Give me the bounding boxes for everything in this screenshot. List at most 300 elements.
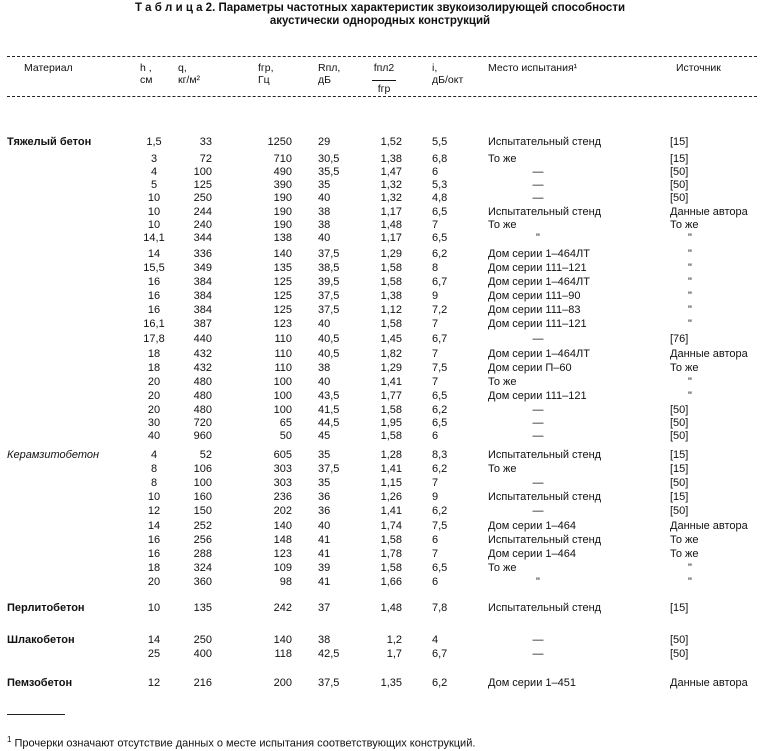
slope-cell: 6 xyxy=(432,576,439,588)
material-cell: Шлакобетон xyxy=(7,634,75,646)
thickness-cell: 25 xyxy=(147,648,161,660)
plateau-level-cell: 37,5 xyxy=(318,677,340,689)
surface-density-cell: 100 xyxy=(193,166,212,178)
slope-cell: 6 xyxy=(432,534,439,546)
source-cell: " xyxy=(688,232,692,244)
critical-frequency-cell: 135 xyxy=(273,262,292,274)
critical-frequency-cell: 303 xyxy=(273,463,292,475)
table-row xyxy=(0,318,760,331)
frequency-ratio-cell: 1,78 xyxy=(380,548,402,560)
test-place-cell: То же xyxy=(488,463,517,475)
source-cell: [15] xyxy=(670,491,689,503)
critical-frequency-cell: 123 xyxy=(273,548,292,560)
header-h-label: h , xyxy=(140,62,152,74)
table-row xyxy=(0,477,760,490)
source-cell: [15] xyxy=(670,136,689,148)
critical-frequency-cell: 50 xyxy=(279,430,292,442)
critical-frequency-cell: 190 xyxy=(273,192,292,204)
plateau-level-cell: 40 xyxy=(318,318,331,330)
test-place-cell: — xyxy=(532,333,544,345)
surface-density-cell: 250 xyxy=(193,192,212,204)
thickness-cell: 14 xyxy=(147,248,161,260)
test-place-cell: Испытательный стенд xyxy=(488,602,602,614)
slope-cell: 7 xyxy=(432,548,439,560)
plateau-level-cell: 37,5 xyxy=(318,290,340,302)
header-i-unit: дБ/окт xyxy=(432,74,464,86)
plateau-level-cell: 38 xyxy=(318,219,331,231)
slope-cell: 6,5 xyxy=(432,232,448,244)
plateau-level-cell: 41 xyxy=(318,548,331,560)
frequency-ratio-cell: 1,17 xyxy=(380,232,402,244)
source-cell: " xyxy=(688,290,692,302)
source-cell: [50] xyxy=(670,192,689,204)
critical-frequency-cell: 100 xyxy=(273,376,292,388)
thickness-cell: 17,8 xyxy=(143,333,165,345)
test-place-cell: Дом серии 111–121 xyxy=(488,390,587,402)
source-cell: [50] xyxy=(670,404,689,416)
slope-cell: 6,5 xyxy=(432,562,448,574)
test-place-cell: — xyxy=(532,192,544,204)
thickness-cell: 10 xyxy=(147,602,161,614)
header-source: Источник xyxy=(676,62,721,74)
plateau-level-cell: 40 xyxy=(318,232,331,244)
slope-cell: 6,2 xyxy=(432,463,448,475)
source-cell: " xyxy=(688,562,692,574)
thickness-cell: 20 xyxy=(147,404,161,416)
surface-density-cell: 52 xyxy=(199,449,212,461)
surface-density-cell: 216 xyxy=(193,677,212,689)
table-row xyxy=(0,304,760,317)
table-row xyxy=(0,404,760,417)
frequency-ratio-cell: 1,38 xyxy=(380,290,402,302)
source-cell: То же xyxy=(670,548,699,560)
plateau-level-cell: 44,5 xyxy=(318,417,340,429)
source-cell: Данные автора xyxy=(670,348,748,360)
plateau-level-cell: 40 xyxy=(318,376,331,388)
critical-frequency-cell: 390 xyxy=(273,179,292,191)
table-row xyxy=(0,430,760,443)
plateau-level-cell: 38 xyxy=(318,362,331,374)
slope-cell: 6,5 xyxy=(432,206,448,218)
frequency-ratio-cell: 1,15 xyxy=(380,477,402,489)
slope-cell: 6,2 xyxy=(432,248,448,260)
surface-density-cell: 440 xyxy=(193,333,212,345)
surface-density-cell: 720 xyxy=(193,417,212,429)
header-material: Материал xyxy=(24,62,73,74)
table-row xyxy=(0,248,760,261)
critical-frequency-cell: 190 xyxy=(273,219,292,231)
critical-frequency-cell: 118 xyxy=(274,648,292,660)
table-row xyxy=(0,206,760,219)
slope-cell: 8 xyxy=(432,262,439,274)
source-cell: " xyxy=(688,376,692,388)
table-row xyxy=(0,505,760,518)
slope-cell: 6,2 xyxy=(432,677,448,689)
critical-frequency-cell: 710 xyxy=(273,153,292,165)
table-row xyxy=(0,348,760,361)
table-row xyxy=(0,634,760,647)
source-cell: [50] xyxy=(670,430,689,442)
source-cell: То же xyxy=(670,534,699,546)
thickness-cell: 16 xyxy=(147,290,161,302)
frequency-ratio-cell: 1,26 xyxy=(380,491,402,503)
surface-density-cell: 250 xyxy=(193,634,212,646)
slope-cell: 6,8 xyxy=(432,153,448,165)
source-cell: [50] xyxy=(670,417,689,429)
critical-frequency-cell: 138 xyxy=(273,232,292,244)
table-row xyxy=(0,463,760,476)
frequency-ratio-cell: 1,12 xyxy=(380,304,402,316)
surface-density-cell: 344 xyxy=(193,232,212,244)
source-cell: [15] xyxy=(670,153,689,165)
thickness-cell: 8 xyxy=(150,463,158,475)
critical-frequency-cell: 100 xyxy=(273,390,292,402)
frequency-ratio-cell: 1,58 xyxy=(380,404,402,416)
test-place-cell: " xyxy=(536,576,540,588)
thickness-cell: 16 xyxy=(147,548,161,560)
surface-density-cell: 480 xyxy=(193,390,212,402)
table-row xyxy=(0,648,760,661)
source-cell: [15] xyxy=(670,463,689,475)
table-row xyxy=(0,290,760,303)
slope-cell: 6,7 xyxy=(432,648,448,660)
table-row xyxy=(0,153,760,166)
critical-frequency-cell: 110 xyxy=(274,348,292,360)
critical-frequency-cell: 140 xyxy=(273,634,292,646)
table-row xyxy=(0,449,760,462)
critical-frequency-cell: 202 xyxy=(273,505,292,517)
thickness-cell: 10 xyxy=(147,491,161,503)
frequency-ratio-cell: 1,7 xyxy=(386,648,402,660)
source-cell: Данные автора xyxy=(670,520,748,532)
table-row xyxy=(0,362,760,375)
table-title: Т а б л и ц а 2. Параметры частотных характеристик звукоизолирующей способности xyxy=(134,2,626,14)
frequency-ratio-cell: 1,66 xyxy=(380,576,402,588)
plateau-level-cell: 37,5 xyxy=(318,463,340,475)
slope-cell: 6,2 xyxy=(432,404,448,416)
source-cell: Данные автора xyxy=(670,206,748,218)
surface-density-cell: 336 xyxy=(193,248,212,260)
frequency-ratio-cell: 1,45 xyxy=(380,333,402,345)
test-place-cell: — xyxy=(532,430,544,442)
slope-cell: 7 xyxy=(432,376,439,388)
frequency-ratio-cell: 1,58 xyxy=(380,276,402,288)
source-cell: " xyxy=(688,276,692,288)
test-place-cell: То же xyxy=(488,376,517,388)
slope-cell: 6,7 xyxy=(432,333,448,345)
surface-density-cell: 349 xyxy=(193,262,212,274)
thickness-cell: 12 xyxy=(147,677,161,689)
thickness-cell: 16,1 xyxy=(143,318,165,330)
plateau-level-cell: 37,5 xyxy=(318,248,340,260)
plateau-level-cell: 35 xyxy=(318,179,331,191)
material-cell: Перлитобетон xyxy=(7,602,85,614)
plateau-level-cell: 41 xyxy=(318,576,331,588)
table-row xyxy=(0,548,760,561)
surface-density-cell: 432 xyxy=(193,362,212,374)
table-row xyxy=(0,417,760,430)
test-place-cell: — xyxy=(532,166,544,178)
critical-frequency-cell: 123 xyxy=(273,318,292,330)
test-place-cell: Дом серии 1–451 xyxy=(488,677,576,689)
critical-frequency-cell: 125 xyxy=(273,290,292,302)
frequency-ratio-cell: 1,74 xyxy=(380,520,402,532)
surface-density-cell: 360 xyxy=(193,576,212,588)
test-place-cell: Дом серии 1–464ЛТ xyxy=(488,276,590,288)
thickness-cell: 4 xyxy=(150,166,158,178)
surface-density-cell: 72 xyxy=(199,153,212,165)
slope-cell: 6 xyxy=(432,430,439,442)
footnote-text: Прочерки означают отсутствие данных о месте испытания соответствующих конструкций. xyxy=(14,737,476,750)
critical-frequency-cell: 100 xyxy=(273,404,292,416)
slope-cell: 7,8 xyxy=(432,602,448,614)
header-fgr-unit: Гц xyxy=(258,74,270,86)
thickness-cell: 12 xyxy=(147,505,161,517)
frequency-ratio-cell: 1,82 xyxy=(380,348,402,360)
frequency-ratio-cell: 1,41 xyxy=(380,463,402,475)
table-row xyxy=(0,576,760,589)
slope-cell: 6,2 xyxy=(432,505,448,517)
surface-density-cell: 324 xyxy=(193,562,212,574)
table-row xyxy=(0,562,760,575)
material-cell: Тяжелый бетон xyxy=(7,136,92,148)
thickness-cell: 16 xyxy=(147,534,161,546)
slope-cell: 6 xyxy=(432,166,439,178)
test-place-cell: — xyxy=(532,648,544,660)
table-row xyxy=(0,602,760,615)
thickness-cell: 4 xyxy=(150,449,158,461)
surface-density-cell: 100 xyxy=(193,477,212,489)
header-q-unit: кг/м² xyxy=(178,74,201,86)
table-row xyxy=(0,534,760,547)
critical-frequency-cell: 303 xyxy=(273,477,292,489)
test-place-cell: Испытательный стенд xyxy=(488,534,602,546)
test-place-cell: Испытательный стенд xyxy=(488,136,602,148)
surface-density-cell: 432 xyxy=(193,348,212,360)
source-cell: [50] xyxy=(670,505,689,517)
plateau-level-cell: 41 xyxy=(318,534,331,546)
plateau-level-cell: 37 xyxy=(318,602,331,614)
surface-density-cell: 33 xyxy=(199,136,212,148)
surface-density-cell: 480 xyxy=(193,376,212,388)
plateau-level-cell: 38,5 xyxy=(318,262,340,274)
thickness-cell: 14,1 xyxy=(143,232,165,244)
critical-frequency-cell: 242 xyxy=(273,602,292,614)
table-row xyxy=(0,219,760,232)
source-cell: Данные автора xyxy=(670,677,748,689)
header-q-label: q, xyxy=(178,62,187,74)
frequency-ratio-cell: 1,17 xyxy=(380,206,402,218)
critical-frequency-cell: 1250 xyxy=(267,136,292,148)
test-place-cell: Испытательный стенд xyxy=(488,491,602,503)
test-place-cell: — xyxy=(532,505,544,517)
frequency-ratio-cell: 1,48 xyxy=(380,602,402,614)
thickness-cell: 20 xyxy=(147,390,161,402)
frequency-ratio-cell: 1,32 xyxy=(380,179,402,191)
table-row xyxy=(0,192,760,205)
slope-cell: 7 xyxy=(432,348,439,360)
surface-density-cell: 125 xyxy=(193,179,212,191)
source-cell: [50] xyxy=(670,166,689,178)
critical-frequency-cell: 125 xyxy=(273,276,292,288)
test-place-cell: Дом серии 111–83 xyxy=(488,304,581,316)
slope-cell: 7 xyxy=(432,219,439,231)
source-cell: [15] xyxy=(670,449,689,461)
plateau-level-cell: 40,5 xyxy=(318,333,340,345)
plateau-level-cell: 39 xyxy=(318,562,331,574)
thickness-cell: 15,5 xyxy=(143,262,165,274)
material-cell: Керамзитобетон xyxy=(7,449,100,461)
header-rpl-label: Rпл, xyxy=(318,62,341,74)
plateau-level-cell: 35 xyxy=(318,449,331,461)
test-place-cell: — xyxy=(532,404,544,416)
test-place-cell: Дом серии 111–121 xyxy=(488,318,587,330)
thickness-cell: 20 xyxy=(147,576,161,588)
surface-density-cell: 384 xyxy=(193,290,212,302)
test-place-cell: То же xyxy=(488,219,517,231)
test-place-cell: Дом серии 1–464ЛТ xyxy=(488,348,590,360)
frequency-ratio-cell: 1,58 xyxy=(380,262,402,274)
footnote xyxy=(7,733,475,751)
plateau-level-cell: 36 xyxy=(318,491,331,503)
source-cell: " xyxy=(688,318,692,330)
test-place-cell: — xyxy=(532,634,544,646)
header-place: Место испытания¹ xyxy=(488,62,578,74)
surface-density-cell: 288 xyxy=(193,548,212,560)
thickness-cell: 14 xyxy=(147,520,161,532)
table-row xyxy=(0,179,760,192)
header-fgr-label: fгр, xyxy=(258,62,274,74)
thickness-cell: 8 xyxy=(150,477,158,489)
footnote-marker: 1 xyxy=(7,735,12,744)
test-place-cell: Дом серии 111–121 xyxy=(488,262,587,274)
thickness-cell: 30 xyxy=(147,417,161,429)
table-row xyxy=(0,376,760,389)
frequency-ratio-cell: 1,29 xyxy=(380,362,402,374)
table-row xyxy=(0,491,760,504)
test-place-cell: — xyxy=(532,179,544,191)
source-cell: [76] xyxy=(670,333,689,345)
slope-cell: 6,5 xyxy=(432,417,448,429)
thickness-cell: 16 xyxy=(147,304,161,316)
table-subtitle: акустически однородных конструкций xyxy=(269,15,491,27)
header-i-label: i, xyxy=(432,62,438,74)
critical-frequency-cell: 110 xyxy=(274,333,292,345)
surface-density-cell: 252 xyxy=(193,520,212,532)
thickness-cell: 16 xyxy=(147,276,161,288)
surface-density-cell: 387 xyxy=(193,318,212,330)
critical-frequency-cell: 140 xyxy=(273,248,292,260)
test-place-cell: " xyxy=(536,232,540,244)
test-place-cell: Дом серии 111–90 xyxy=(488,290,581,302)
slope-cell: 5,3 xyxy=(432,179,448,191)
frequency-ratio-cell: 1,77 xyxy=(380,390,402,402)
table-row xyxy=(0,262,760,275)
slope-cell: 4,8 xyxy=(432,192,448,204)
thickness-cell: 5 xyxy=(150,179,158,191)
frequency-ratio-cell: 1,95 xyxy=(380,417,402,429)
critical-frequency-cell: 200 xyxy=(273,677,292,689)
thickness-cell: 20 xyxy=(147,376,161,388)
footnote-separator xyxy=(7,714,65,715)
test-place-cell: Дом серии 1–464 xyxy=(488,520,576,532)
test-place-cell: То же xyxy=(488,562,517,574)
frequency-ratio-cell: 1,41 xyxy=(380,376,402,388)
surface-density-cell: 240 xyxy=(193,219,212,231)
frequency-ratio-cell: 1,35 xyxy=(380,677,402,689)
source-cell: [50] xyxy=(670,634,689,646)
critical-frequency-cell: 109 xyxy=(273,562,292,574)
plateau-level-cell: 40 xyxy=(318,192,331,204)
frequency-ratio-cell: 1,58 xyxy=(380,318,402,330)
source-cell: [50] xyxy=(670,477,689,489)
plateau-level-cell: 40,5 xyxy=(318,348,340,360)
material-cell: Пемзобетон xyxy=(7,677,73,689)
table-row xyxy=(0,390,760,403)
test-place-cell: Дом серии 1–464 xyxy=(488,548,576,560)
frequency-ratio-cell: 1,58 xyxy=(380,534,402,546)
plateau-level-cell: 29 xyxy=(318,136,331,148)
surface-density-cell: 106 xyxy=(193,463,212,475)
critical-frequency-cell: 98 xyxy=(279,576,292,588)
table-row xyxy=(0,232,760,245)
test-place-cell: — xyxy=(532,477,544,489)
source-cell: " xyxy=(688,248,692,260)
slope-cell: 7,5 xyxy=(432,520,448,532)
critical-frequency-cell: 490 xyxy=(273,166,292,178)
critical-frequency-cell: 236 xyxy=(273,491,292,503)
slope-cell: 6,5 xyxy=(432,390,448,402)
source-cell: То же xyxy=(670,362,699,374)
critical-frequency-cell: 65 xyxy=(279,417,292,429)
source-cell: То же xyxy=(670,219,699,231)
thickness-cell: 18 xyxy=(147,348,161,360)
slope-cell: 6,7 xyxy=(432,276,448,288)
thickness-cell: 14 xyxy=(147,634,161,646)
frequency-ratio-cell: 1,29 xyxy=(380,248,402,260)
surface-density-cell: 160 xyxy=(193,491,212,503)
plateau-level-cell: 35,5 xyxy=(318,166,340,178)
test-place-cell: Дом серии П–60 xyxy=(488,362,572,374)
header-h-unit: см xyxy=(140,74,153,86)
surface-density-cell: 384 xyxy=(193,304,212,316)
slope-cell: 7,5 xyxy=(432,362,448,374)
table-row xyxy=(0,677,760,690)
critical-frequency-cell: 110 xyxy=(274,362,292,374)
plateau-level-cell: 43,5 xyxy=(318,390,340,402)
frequency-ratio-cell: 1,58 xyxy=(380,430,402,442)
test-place-cell: Испытательный стенд xyxy=(488,449,602,461)
surface-density-cell: 480 xyxy=(193,404,212,416)
source-cell: [50] xyxy=(670,648,689,660)
critical-frequency-cell: 190 xyxy=(273,206,292,218)
frequency-ratio-cell: 1,28 xyxy=(380,449,402,461)
plateau-level-cell: 38 xyxy=(318,206,331,218)
table-row xyxy=(0,520,760,533)
slope-cell: 9 xyxy=(432,290,439,302)
frequency-ratio-cell: 1,58 xyxy=(380,562,402,574)
slope-cell: 7,2 xyxy=(432,304,448,316)
slope-cell: 8,3 xyxy=(432,449,448,461)
critical-frequency-cell: 148 xyxy=(273,534,292,546)
plateau-level-cell: 37,5 xyxy=(318,304,340,316)
thickness-cell: 10 xyxy=(147,192,161,204)
frequency-ratio-cell: 1,38 xyxy=(380,153,402,165)
plateau-level-cell: 30,5 xyxy=(318,153,340,165)
source-cell: " xyxy=(688,262,692,274)
thickness-cell: 18 xyxy=(147,362,161,374)
thickness-cell: 10 xyxy=(147,206,161,218)
